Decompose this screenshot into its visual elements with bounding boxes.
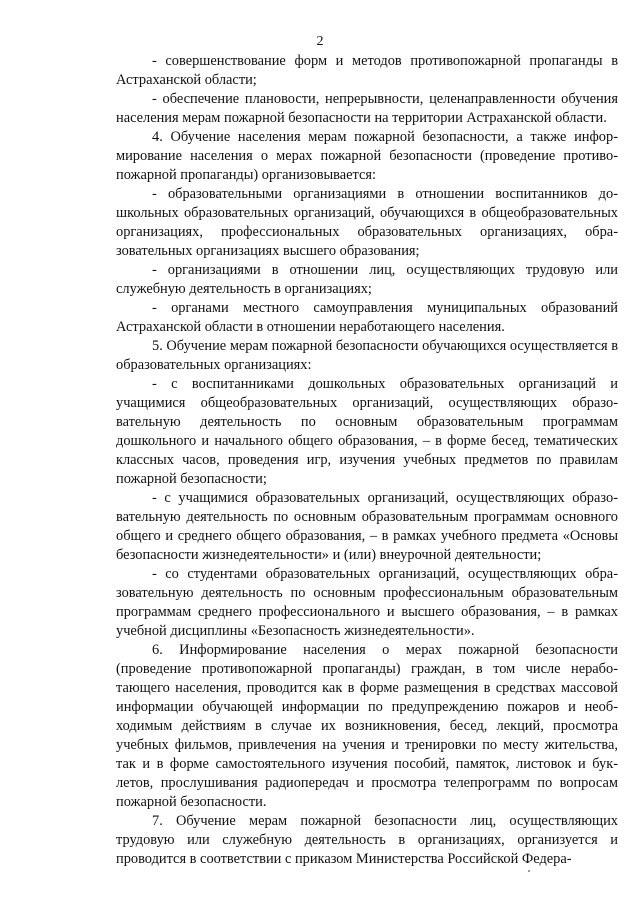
paragraph-item-5: 5. Обучение мерам пожарной безопасности обучающихся осуществляется в образовательных организациях:	[116, 338, 618, 373]
paragraph-item-4: 4. Обучение населения мерам пожарной безопасности, а также информирование населения о мерах пожарной безопасности (проведение противопожарной пропаганды) организовывается:	[116, 129, 618, 183]
paragraph-secondary: - с учащимися образовательных организаций, осуществляющих образовательную деятельность по основным образовательным программам основного общего и среднего общего образования, – в рамках учебного предмета «Основы безопасности жизнедеятельности» и (или) внеурочной деятельности;	[116, 490, 618, 563]
paragraph-employer-orgs: - организациями в отношении лиц, осуществляющих трудовую или служебную деятельность в организациях;	[116, 262, 618, 297]
paragraph-local-government: - органами местного самоуправления муниципальных образований Астраханской области в отношении неработающего населения.	[116, 300, 618, 335]
paragraph-item-7: 7. Обучение мерам пожарной безопасности лиц, осуществляющих трудовую или служебную деятельность в организациях, организуется и проводится в соответствии с приказом Министерства Российской Федера-	[116, 813, 618, 867]
paragraph-students: - со студентами образовательных организаций, осуществляющих образовательную деятельность по основным профессиональным образовательным программам среднего профессионального и высшего образования, – в рамках учебной дисциплины «Безопасность жизнедеятельности».	[116, 566, 618, 639]
paragraph-preschool-primary: - с воспитанниками дошкольных образовательных организаций и учащимися общеобразовательных организаций, осуществляющих образовательную деятельность по основным образовательным программам дошкольного и начального общего образования, – в форме бесед, тематических классных часов, проведения игр, изучения учебных предметов по правилам пожарной безопасности;	[116, 376, 618, 487]
paragraph-goal-training: - обеспечение плановости, непрерывности, целенаправленности обучения населения мерам пожарной безопасности на территории Астраханской области.	[116, 91, 618, 126]
paragraph-educational-orgs: - образовательными организациями в отношении воспитанников дошкольных образовательных организаций, обучающихся в общеобразовательных организациях, профессиональных образовательных организациях, образовательных организациях высшего образования;	[116, 186, 618, 259]
paragraph-item-6: 6. Информирование населения о мерах пожарной безопасности (проведение противопожарной пропаганды) граждан, в том числе неработающего населения, проводится как в форме размещения в средствах массовой информации обучающей информации по предупреждению пожаров и необходимым действиям в случае их возникновения, бесед, лекций, просмотра учебных фильмов, привлечения на учения и тренировки по месту жительства, так и в форме самостоятельного изучения пособий, памяток, листовок и буклетов, прослушивания радиопередач и просмотра телепрограмм по вопросам пожарной безопасности.	[116, 642, 618, 810]
page-number: 2	[316, 34, 324, 49]
paragraph-goal-propaganda: - совершенствование форм и методов противопожарной пропаганды в Астраханской области;	[116, 53, 618, 88]
document-body	[116, 52, 618, 869]
scan-speck	[528, 870, 530, 872]
